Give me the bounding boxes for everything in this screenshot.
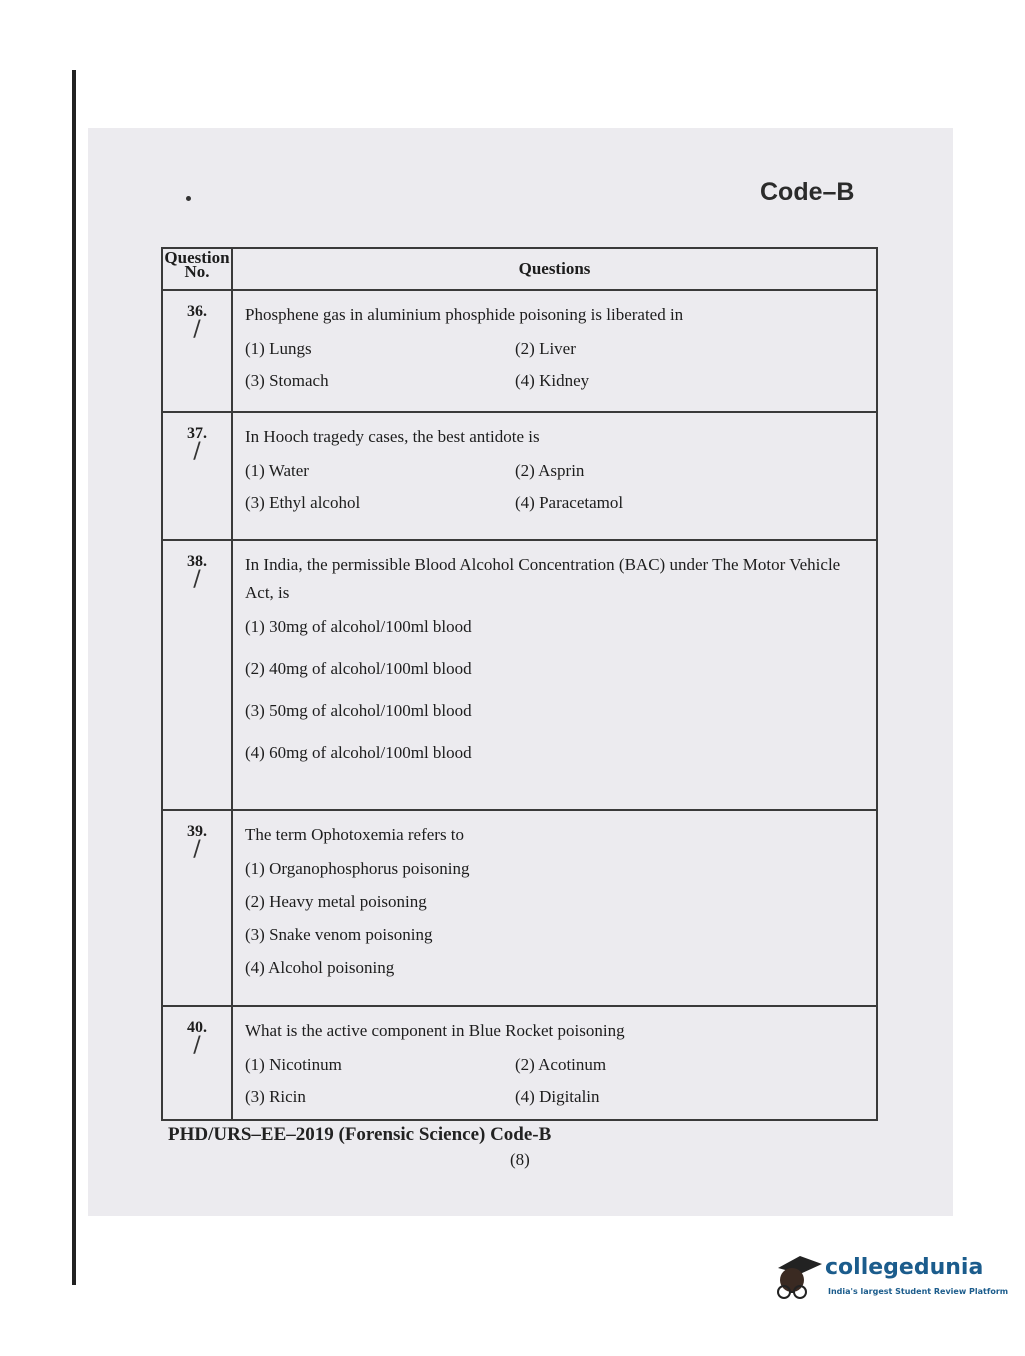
- tick-mark: /: [193, 567, 201, 592]
- tick-mark: /: [193, 439, 201, 464]
- question-row: [162, 540, 877, 810]
- tick-mark: /: [193, 837, 201, 862]
- question-text: The term Ophotoxemia refers to: [245, 825, 465, 844]
- options: [245, 339, 866, 391]
- collegedunia-logo: [770, 1250, 1009, 1310]
- options: [245, 1055, 866, 1107]
- question-number: 40. /: [162, 1006, 232, 1120]
- option: (4) Kidney: [515, 371, 590, 390]
- question-number: 39. /: [162, 810, 232, 1006]
- option: (1) Lungs: [245, 339, 312, 358]
- question-number: 37. /: [162, 412, 232, 540]
- header-questions: Questions: [232, 248, 877, 290]
- options: [245, 859, 866, 978]
- question-text: Phosphene gas in aluminium phosphide poisoning is liberated in: [245, 305, 684, 324]
- question-cell: [232, 810, 877, 1006]
- header-question-no: Question No.: [162, 248, 232, 290]
- option: (4) Alcohol poisoning: [245, 958, 395, 977]
- option: (1) Nicotinum: [245, 1055, 342, 1074]
- option: (3) Snake venom poisoning: [245, 925, 433, 944]
- question-cell: [232, 540, 877, 810]
- option: (3) Ethyl alcohol: [245, 493, 361, 512]
- options: [245, 461, 866, 513]
- question-cell: [232, 1006, 877, 1120]
- option: (1) Water: [245, 461, 309, 480]
- question-row: [162, 290, 877, 412]
- option: (2) Liver: [515, 339, 576, 358]
- option: (3) Stomach: [245, 371, 329, 390]
- options: [245, 617, 866, 763]
- option: (2) Asprin: [515, 461, 585, 480]
- tick-mark: /: [193, 317, 201, 342]
- option: (3) Ricin: [245, 1087, 306, 1106]
- code-heading: Code–B: [760, 178, 855, 206]
- question-cell: [232, 290, 877, 412]
- questions-table: [161, 247, 878, 1121]
- option: (2) Acotinum: [515, 1055, 607, 1074]
- scan-edge: [72, 70, 76, 1285]
- footer-exam-code: PHD/URS–EE–2019 (Forensic Science) Code-B: [168, 1124, 552, 1145]
- option: (4) Paracetamol: [515, 493, 624, 512]
- question-cell: [232, 412, 877, 540]
- table-header-row: [162, 248, 877, 290]
- question-row: [162, 412, 877, 540]
- question-text: What is the active component in Blue Rocket poisoning: [245, 1021, 625, 1040]
- tick-mark: /: [193, 1033, 201, 1058]
- question-row: [162, 1006, 877, 1120]
- option: (3) 50mg of alcohol/100ml blood: [245, 701, 472, 720]
- question-number: 36. /: [162, 290, 232, 412]
- logo-tagline: India's largest Student Review Platform: [828, 1287, 1009, 1296]
- option: (4) 60mg of alcohol/100ml blood: [245, 743, 472, 762]
- option: (1) 30mg of alcohol/100ml blood: [245, 617, 472, 636]
- question-row: [162, 810, 877, 1006]
- option: (2) Heavy metal poisoning: [245, 892, 427, 911]
- question-text: In India, the permissible Blood Alcohol Concentration (BAC) under The Motor Vehicle Act, is: [245, 555, 841, 602]
- option: (4) Digitalin: [515, 1087, 600, 1106]
- question-text: In Hooch tragedy cases, the best antidote is: [245, 427, 540, 446]
- option: (1) Organophosphorus poisoning: [245, 859, 470, 878]
- mascot-icon: [770, 1250, 822, 1310]
- option: (2) 40mg of alcohol/100ml blood: [245, 659, 472, 678]
- logo-name: collegedunia: [825, 1255, 984, 1280]
- question-number: 38. /: [162, 540, 232, 810]
- page-number: (8): [510, 1150, 530, 1169]
- dot-mark: [186, 196, 191, 201]
